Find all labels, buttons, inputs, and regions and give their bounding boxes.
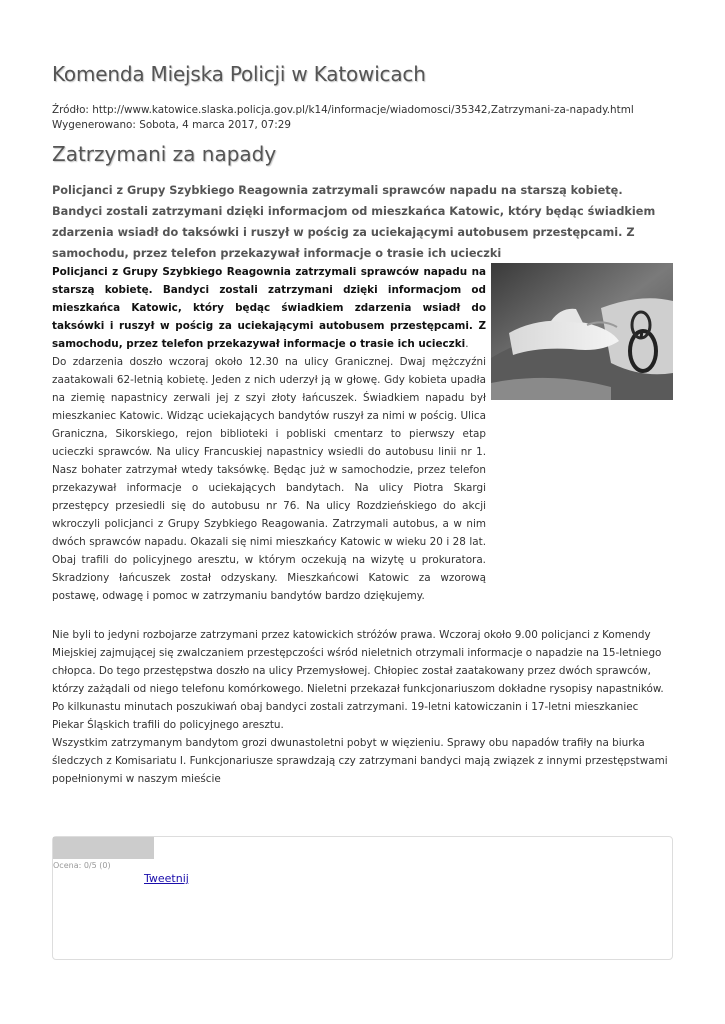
article-paragraph-1: Do zdarzenia doszło wczoraj około 12.30 na ulicy Granicznej. Dwaj mężczyźni zaatakowali 62-letnią kobietę. Jeden z nich uderzył ją w głowę. Gdy kobieta upadła na ziemię napastnicy zerwali jej z szyi złoty łańcuszek. Świadkiem napadu był mieszkaniec Katowic. Widząc uciekających bandytów ruszył za nimi w pościg. Ulica Graniczna, Sikorskiego, rejon biblioteki i pobliski cmentarz to pierwszy etap ucieczki sprawców. Na ulicy Francuskiej napastnicy wsiedli do autobusu linii nr 1. Nasz bohater zatrzymał wtedy taksówkę. Będąc już w samochodzie, przez telefon przekazywał informacje o uciekających bandytach. Na ulicy Piotra Skargi przestępcy przesiedli się do autobusu nr 76. Na ulicy Rozdzieńskiego do akcji wkroczyli policjanci z Grupy Szybkiego Reagowania. Zatrzymali autobus, a w nim dwóch sprawców napadu. Okazali się nimi mieszkańcy Katowic w wieku 20 i 28 lat. Obaj trafili do policyjnego aresztu, w którym oczekują na wizytę u prokuratora. Skradziony łańcuszek został odzyskany. Mieszkańcowi Katowic za wzorową postawę, odwagę i pomoc w zatrzymaniu bandytów bardzo dziękujemy.: [52, 356, 486, 602]
article-lead: Policjanci z Grupy Szybkiego Reagownia zatrzymali sprawców napadu na starszą kobietę. Bandyci zostali zatrzymani dzięki informacjom od mieszkańca Katowic, który będąc świadkiem zdarzenia wsiadł do taksówki i ruszył w pościg za uciekającymi autobusem przestępcami. Z samochodu, przez telefon przekazywał informacje o trasie ich ucieczki: [52, 184, 656, 260]
generated-date: Wygenerowano: Sobota, 4 marca 2017, 07:29: [52, 119, 291, 131]
article-body-column: [52, 263, 486, 605]
document-meta: [52, 103, 634, 133]
article-intro-bold: Policjanci z Grupy Szybkiego Reagownia zatrzymali sprawców napadu na starszą kobietę. Bandyci zostali zatrzymani dzięki informacjom od mieszkańca Katowic, który będąc świadkiem zdarzenia wsiadł do taksówki i ruszył w pościg za uciekającymi autobusem przestępcami. Z samochodu, przez telefon przekazywał informacje o trasie ich ucieczki: [52, 266, 486, 350]
article-title: Zatrzymani za napady: [52, 142, 277, 166]
article-body-full: [52, 626, 672, 788]
article-photo: [491, 263, 673, 400]
tweet-link[interactable]: Tweetnij: [144, 872, 189, 885]
rating-stars-bar[interactable]: [53, 837, 154, 859]
article-intro-end: .: [465, 338, 469, 350]
source-url: Źródło: http://www.katowice.slaska.policja.gov.pl/k14/informacje/wiadomosci/35342,Zatrzymani-za-napady.html: [52, 104, 634, 116]
article-footer: [52, 836, 673, 960]
article-intro: [52, 263, 486, 353]
article-paragraph-2: Nie byli to jedyni rozbojarze zatrzymani przez katowickich stróżów prawa. Wczoraj około 9.00 policjanci z Komendy Miejskiej zajmującej się zwalczaniem przestępczości wśród nieletnich otrzymali informacje o napadzie na 15-letniego chłopca. Do tego przestępstwa doszło na ulicy Przemysłowej. Chłopiec został zaatakowany przez dwóch sprawców, którzy zażądali od niego telefonu komórkowego. Nieletni przekazał funkcjonariuszom dokładne rysopisy napastników. Po kilkunastu minutach poszukiwań obaj bandyci zostali zatrzymani. 19-letni katowiczanin i 17-letni mieszkaniec Piekar Śląskich trafili do policyjnego aresztu.: [52, 629, 664, 731]
article-paragraph-3: Wszystkim zatrzymanym bandytom grozi dwunastoletni pobyt w więzieniu. Sprawy obu napadów trafiły na biurka śledczych z Komisariatu I. Funkcjonariusze sprawdzają czy zatrzymani bandyci mają związek z innymi przestępstwami popełnionymi w naszym mieście: [52, 737, 668, 785]
handcuffs-photo-image: [491, 263, 673, 400]
site-title: Komenda Miejska Policji w Katowicach: [52, 62, 426, 86]
rating-text: Ocena: 0/5 (0): [53, 861, 111, 870]
